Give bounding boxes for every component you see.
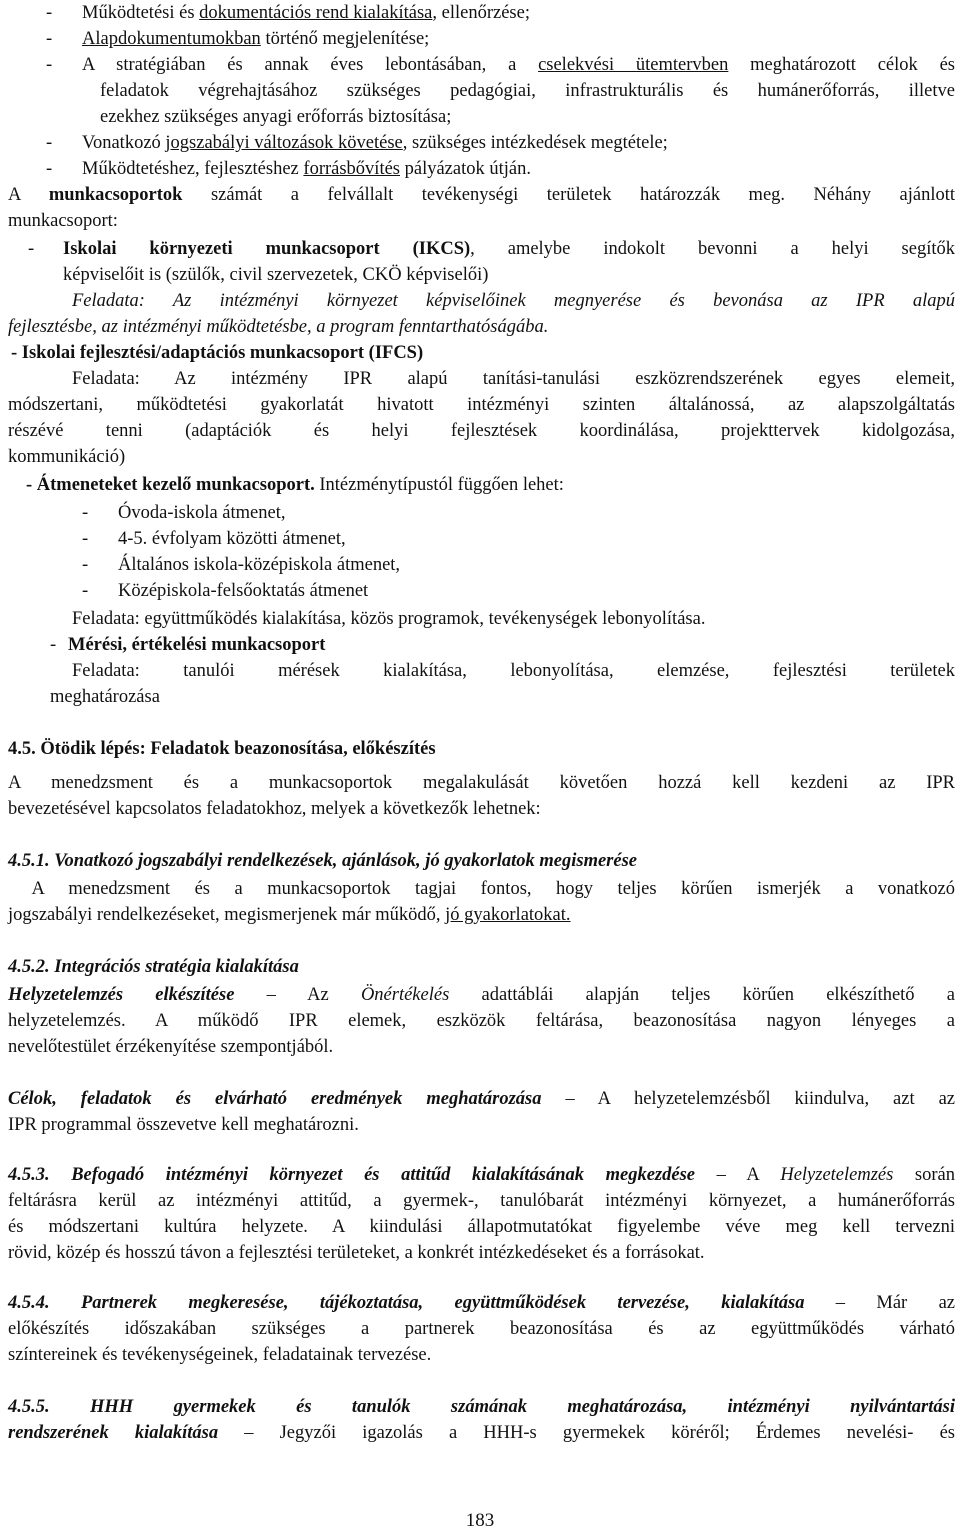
list-dash: - <box>50 635 57 655</box>
text-line: helyzetelemzés. A működő IPR elemek, eszközök feltárása, beazonosítása nagyon lényeges a <box>8 1011 955 1031</box>
text-line: bevezetésével kapcsolatos feladatokhoz, melyek a következők lehetnek: <box>8 799 541 819</box>
text-line: képviselőit is (szülők, civil szervezetek, CKÖ képviselői) <box>63 265 489 285</box>
list-item: 4-5. évfolyam közötti átmenet, <box>118 529 346 549</box>
text-line: előkészítés időszakában szükséges a partnerek beazonosítása és az együttműködés várható <box>8 1319 955 1339</box>
text-line: A menedzsment és a munkacsoportok tagjai fontos, hogy teljes körűen ismerjék a vonatkozó <box>8 879 955 899</box>
text-line: kommunikáció) <box>8 447 126 467</box>
section-heading: 4.5.1. Vonatkozó jogszabályi rendelkezések, ajánlások, jó gyakorlatok megismerése <box>8 851 637 871</box>
text-line: feladatok végrehajtásához szükséges pedagógiai, infrastrukturális és humánerőforrás, illetve <box>100 81 955 101</box>
text-line: és módszertani kultúra helyzete. A kiindulási állapotmutatókat figyelembe véve meg kell tervezni <box>8 1217 955 1237</box>
list-dash: - <box>46 3 53 23</box>
text-line: rövid, közép és hosszú távon a fejlesztési területeket, a konkrét intézkedéseket és a forrásokat. <box>8 1243 705 1263</box>
list-item: Középiskola-felsőoktatás átmenet <box>118 581 369 601</box>
paragraph-line: munkacsoport: <box>8 211 118 231</box>
list-dash: - <box>82 503 89 523</box>
list-dash: - <box>28 239 35 259</box>
text-line: feltárásra kerül az intézményi attitűd, a gyermek-, tanulóbarát intézményi környezet, a humánerőforrás <box>8 1191 955 1211</box>
list-dash: - <box>82 581 89 601</box>
ikcs-title-line: Iskolai környezeti munkacsoport (IKCS), amelybe indokolt bevonni a helyi segítők <box>63 239 955 259</box>
list-dash: - <box>46 133 53 153</box>
text-line: Célok, feladatok és elvárható eredmények meghatározása – A helyzetelemzésből kiindulva, azt az <box>8 1089 955 1109</box>
list-item: Óvoda-iskola átmenet, <box>118 503 286 523</box>
text-line: módszertani, működtetési gyakorlatát hivatott intézményi szinten általánossá, az alapszolgáltatás <box>8 395 955 415</box>
list-item: Működtetési és dokumentációs rend kialakítása, ellenőrzése; <box>82 3 530 23</box>
list-item: Általános iskola-középiskola átmenet, <box>118 555 401 575</box>
text-line: A menedzsment és a munkacsoportok megalakulását követően hozzá kell kezdeni az IPR <box>8 773 955 793</box>
text-line: Helyzetelemzés elkészítése – Az Önértékelés adattáblái alapján teljes körűen elkészíthető a <box>8 985 955 1005</box>
text-line: IPR programmal összevetve kell meghatározni. <box>8 1115 359 1135</box>
text-line: jogszabályi rendelkezéseket, megismerjenek már működő, jó gyakorlatokat. <box>8 905 571 925</box>
text-line: Feladata: együttműködés kialakítása, közös programok, tevékenységek lebonyolítása. <box>72 609 706 629</box>
section-heading-line: 4.5.5. HHH gyermekek és tanulók számának meghatározása, intézményi nyilvántartási <box>8 1397 955 1417</box>
list-dash: - <box>46 29 53 49</box>
list-item: Alapdokumentumokban történő megjelenítése; <box>82 29 430 49</box>
atmenet-title-line: - Átmeneteket kezelő munkacsoport. Intézménytípustól függően lehet: <box>26 475 564 495</box>
page-number: 183 <box>465 1510 495 1531</box>
text-line: rendszerének kialakítása – Jegyzői igazolás a HHH-s gyermekek köréről; Érdemes nevelési- és <box>8 1423 955 1443</box>
section-heading: 4.5.2. Integrációs stratégia kialakítása <box>8 957 299 977</box>
list-dash: - <box>46 159 53 179</box>
text-line: meghatározása <box>50 687 160 707</box>
section-heading-line: 4.5.4. Partnerek megkeresése, tájékoztatása, együttműködések tervezése, kialakítása – Már az <box>8 1293 955 1313</box>
text-line: Feladata: Az intézményi környezet képviselőinek megnyerése és bevonása az IPR alapú <box>72 291 955 311</box>
text-line: nevelőtestület érzékenyítése szempontjából. <box>8 1037 334 1057</box>
meresi-title: Mérési, értékelési munkacsoport <box>68 635 326 655</box>
text-line: Feladata: Az intézmény IPR alapú tanítási-tanulási eszközrendszerének egyes elemeit, <box>72 369 955 389</box>
list-item: Működtetéshez, fejlesztéshez forrásbővítés pályázatok útján. <box>82 159 531 179</box>
list-dash: - <box>82 555 89 575</box>
section-heading: 4.5. Ötödik lépés: Feladatok beazonosítása, előkészítés <box>8 739 436 759</box>
text-line: fejlesztésbe, az intézményi működtetésbe, a program fenntarthatóságába. <box>8 317 549 337</box>
section-heading-line: 4.5.3. Befogadó intézményi környezet és attitűd kialakításának megkezdése – A Helyzetelemzés során <box>8 1165 955 1185</box>
list-item: Vonatkozó jogszabályi változások követése, szükséges intézkedések megtétele; <box>82 133 668 153</box>
list-dash: - <box>46 55 53 75</box>
text-line: Feladata: tanulói mérések kialakítása, lebonyolítása, elemzése, fejlesztési területek <box>72 661 955 681</box>
text-line: ezekhez szükséges anyagi erőforrás biztosítása; <box>100 107 452 127</box>
text-line: részévé tenni (adaptációk és helyi fejlesztések koordinálása, projekttervek kidolgozása, <box>8 421 955 441</box>
list-dash: - <box>82 529 89 549</box>
text-line: színtereinek és tevékenységeinek, feladatainak tervezése. <box>8 1345 432 1365</box>
ifcs-title: - Iskolai fejlesztési/adaptációs munkacsoport (IFCS) <box>11 343 424 363</box>
paragraph-line: A munkacsoportok számát a felvállalt tevékenységi területek határozzák meg. Néhány ajánlott <box>8 185 956 205</box>
list-item: A stratégiában és annak éves lebontásában, a cselekvési ütemtervben meghatározott célok és <box>82 55 955 75</box>
